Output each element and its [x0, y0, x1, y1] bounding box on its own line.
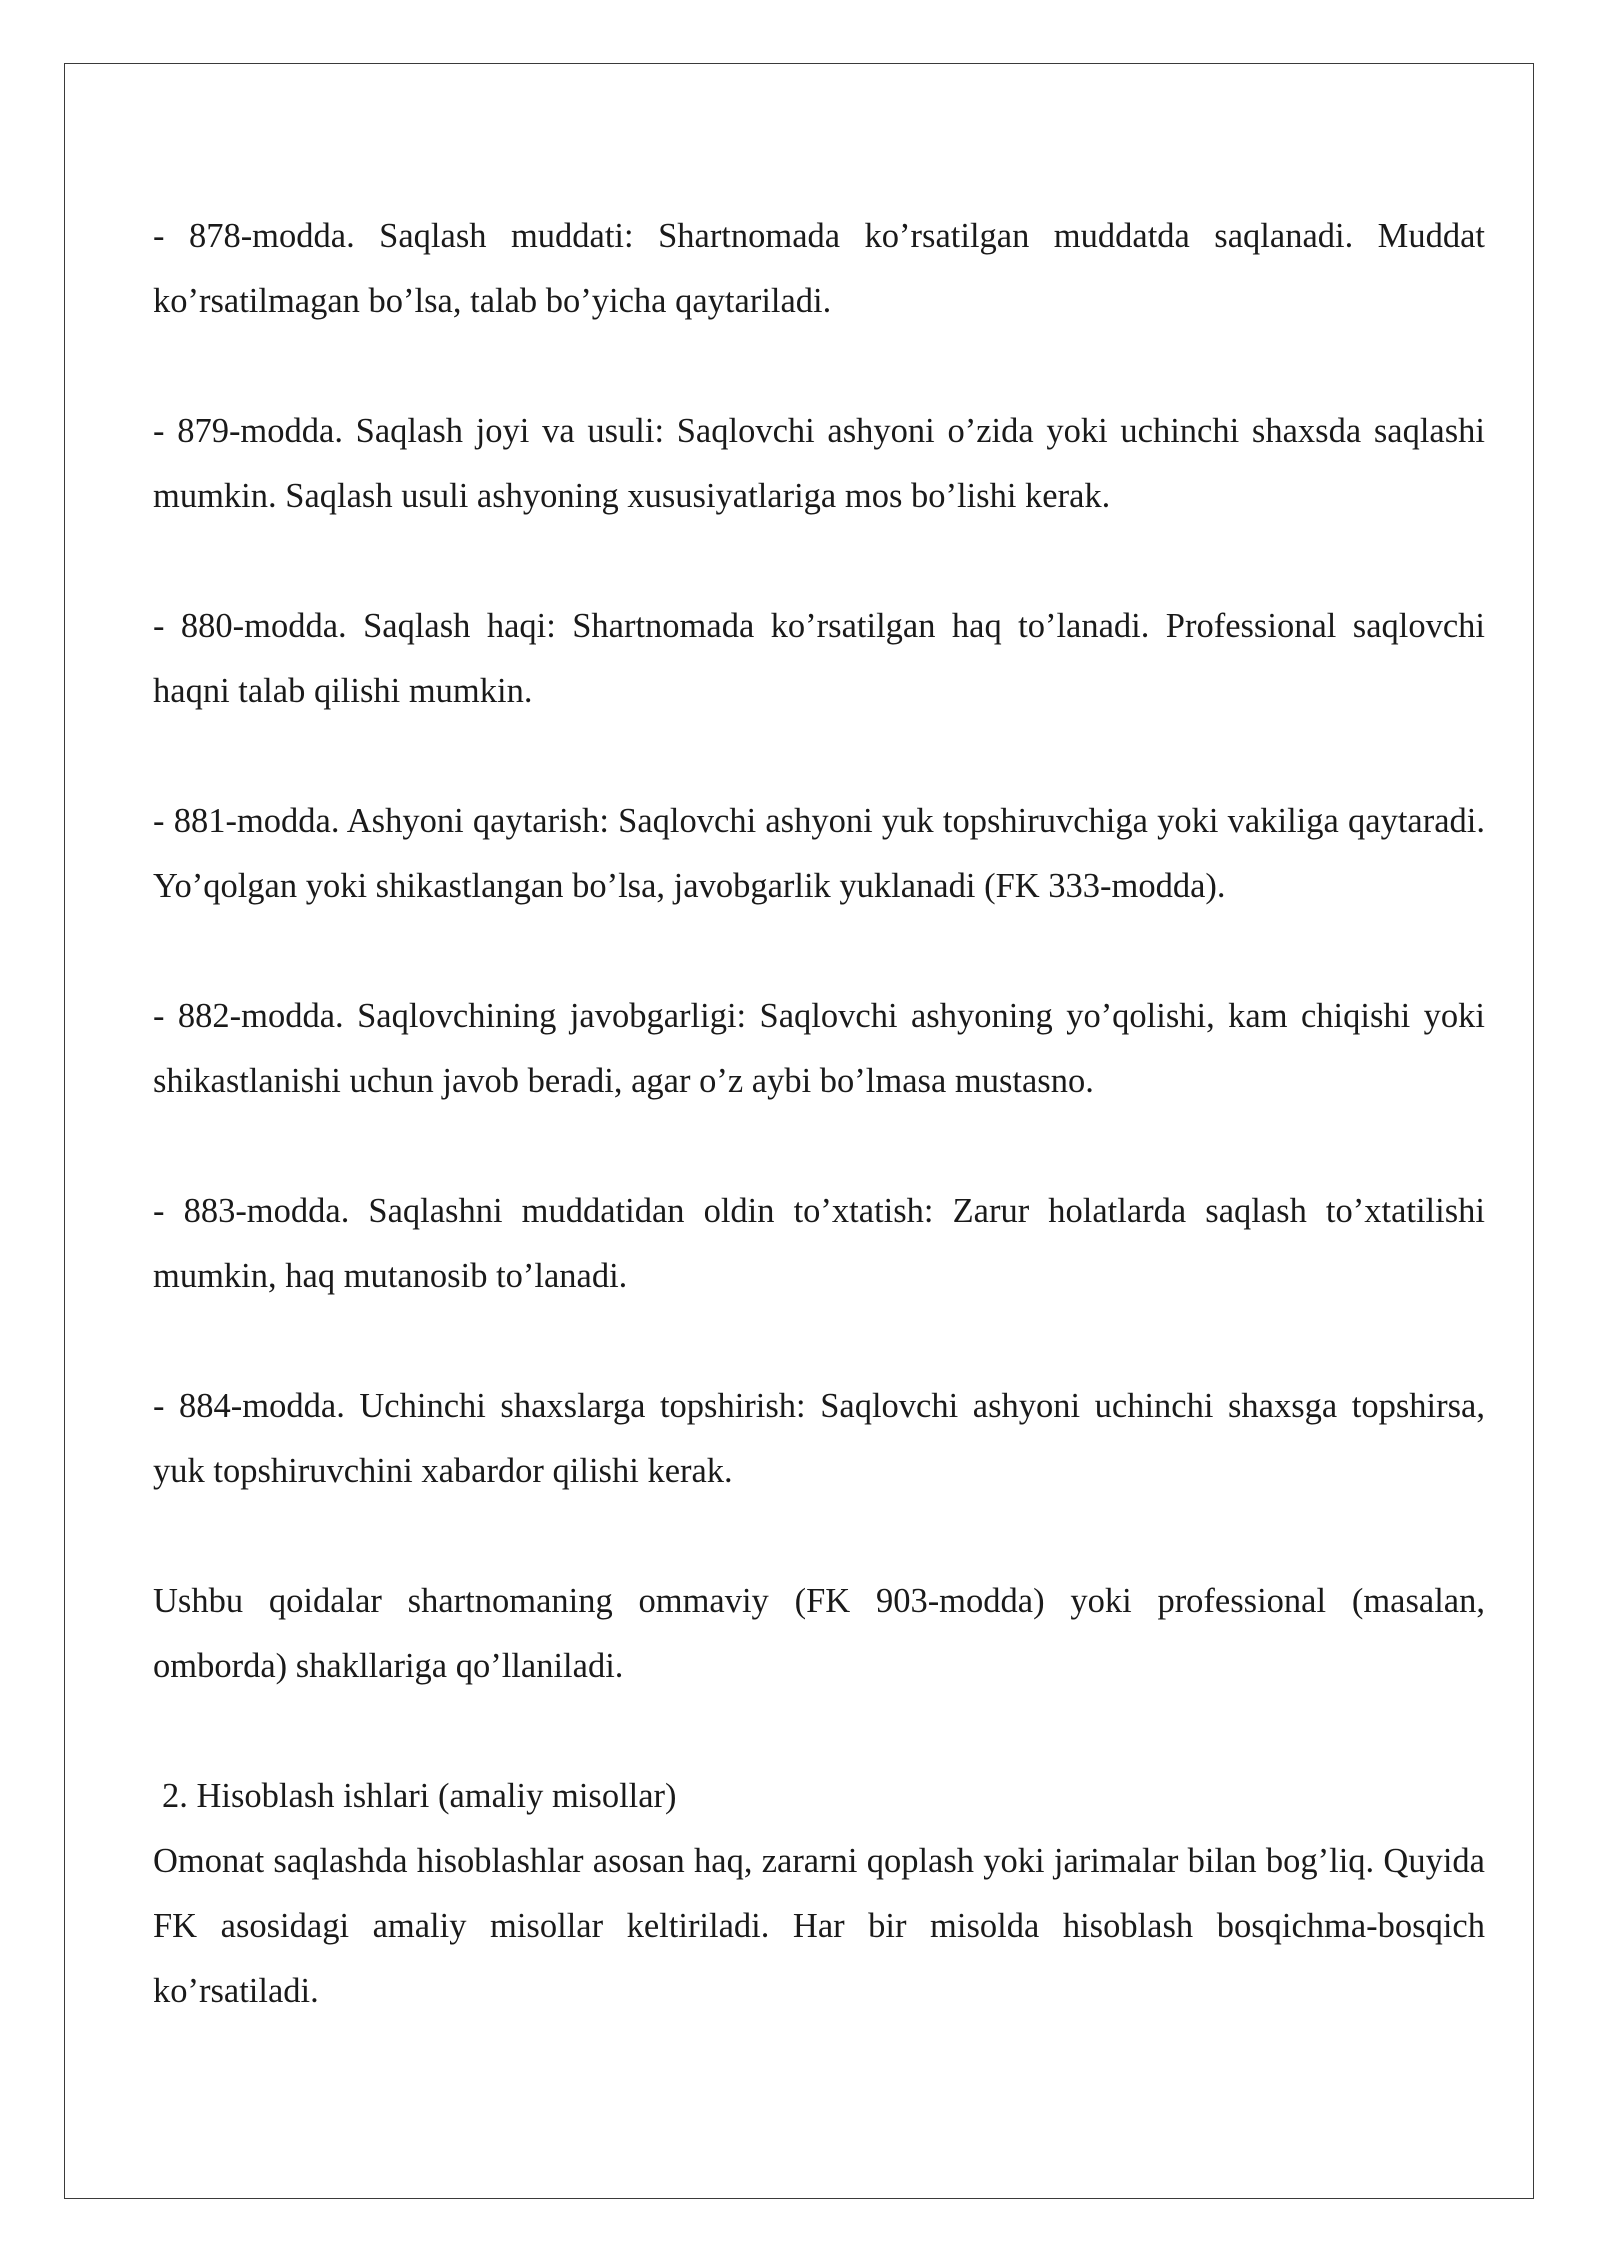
section-paragraph: Omonat saqlashda hisoblashlar asosan haq, zararni qoplash yoki jarimalar bilan bog’liq. Quyida FK asosidagi amaliy misollar keltiriladi. Har bir misolda hisoblash bosqichma-bosqich ko’rsatiladi. [153, 1842, 1485, 2010]
article-883: - 883-modda. Saqlashni muddatidan oldin to’xtatish: Zarur holatlarda saqlash to’xtatilishi mumkin, haq mutanosib to’lanadi. [153, 1192, 1485, 1295]
section-heading: 2. Hisoblash ishlari (amaliy misollar) [162, 1777, 677, 1815]
article-882: - 882-modda. Saqlovchining javobgarligi: Saqlovchi ashyoning yo’qolishi, kam chiqishi yoki shikastlanishi uchun javob beradi, agar o’z aybi bo’lmasa mustasno. [153, 997, 1485, 1100]
article-879: - 879-modda. Saqlash joyi va usuli: Saqlovchi ashyoni o’zida yoki uchinchi shaxsda saqlashi mumkin. Saqlash usuli ashyoning xususiyatlariga mos bo’lishi kerak. [153, 412, 1485, 515]
article-878: - 878-modda. Saqlash muddati: Shartnomada ko’rsatilgan muddatda saqlanadi. Muddat ko’rsatilmagan bo’lsa, talab bo’yicha qaytariladi. [153, 217, 1485, 320]
article-884: - 884-modda. Uchinchi shaxslarga topshirish: Saqlovchi ashyoni uchinchi shaxsga topshirsa, yuk topshiruvchini xabardor qilishi kerak. [153, 1387, 1485, 1490]
article-880: - 880-modda. Saqlash haqi: Shartnomada ko’rsatilgan haq to’lanadi. Professional saqlovchi haqni talab qilishi mumkin. [153, 607, 1485, 710]
article-881: - 881-modda. Ashyoni qaytarish: Saqlovchi ashyoni yuk topshiruvchiga yoki vakiliga qaytaradi. Yo’qolgan yoki shikastlangan bo’lsa, javobgarlik yuklanadi (FK 333-modda). [153, 802, 1485, 905]
summary-paragraph: Ushbu qoidalar shartnomaning ommaviy (FK 903-modda) yoki professional (masalan, omborda) shakllariga qo’llaniladi. [153, 1582, 1485, 1685]
page-body [153, 204, 1485, 2024]
